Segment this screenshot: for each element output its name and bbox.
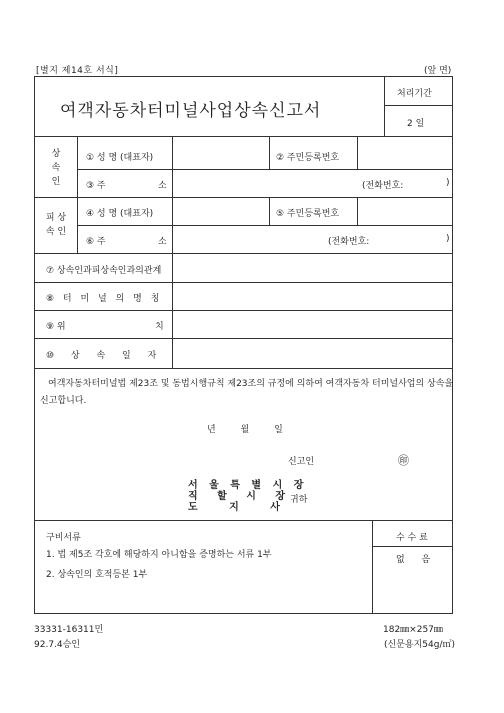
processing-period-value: 2 일 <box>407 119 425 129</box>
decedent-phone-label: (전화번호: <box>328 237 370 247</box>
fee-rule <box>372 546 453 547</box>
form-title: 여객자동차터미널사업상속신고서 <box>60 101 322 121</box>
heir-label-char-2: 속 <box>51 163 61 173</box>
heir-id-right-divider <box>357 136 358 169</box>
decedent-phone-close: ) <box>446 234 450 244</box>
terminal-name-label: ⑧ 터 미 널 의 명 칭 <box>46 294 163 304</box>
field-label-divider <box>172 136 173 368</box>
heir-id-left-divider <box>269 136 270 169</box>
decedent-id-label: ⑤ 주민등록번호 <box>276 209 340 219</box>
documents-heading: 구비서류 <box>46 533 81 543</box>
location-field[interactable] <box>174 312 451 336</box>
declaration-text: 여객자동차터미널법 제23조 및 동법시행규칙 제23조의 규정에 의하여 여객자동차 터미널사업의 상속을 신고합니다. <box>40 379 454 406</box>
footer-paper-size: 182㎜×257㎜ <box>383 625 443 635</box>
footer-paper-type: (신문용지54g/㎡) <box>384 640 455 650</box>
decedent-address-label-num: ⑥ 주 <box>86 237 106 247</box>
heir-address-label-end: 소 <box>158 181 167 191</box>
fee-label: 수 수 료 <box>396 533 428 543</box>
decedent-name-field[interactable] <box>174 199 267 223</box>
documents-item-1: 1. 법 제5조 각호에 해당하지 아니함을 증명하는 서류 1부 <box>46 550 272 560</box>
decedent-label-line-1: 피 상 <box>45 213 67 223</box>
section-rule <box>34 136 453 137</box>
processing-period-label: 처리기간 <box>397 89 432 99</box>
relation-field[interactable] <box>174 255 451 280</box>
decedent-group-label <box>43 211 69 239</box>
decedent-row-rule <box>77 225 453 226</box>
heir-label-char-3: 인 <box>51 177 61 187</box>
footer-code: 33331-16311민 <box>34 625 104 635</box>
footer-approval: 92.7.4승인 <box>34 640 81 650</box>
heir-row-rule <box>77 169 453 170</box>
heir-name-field[interactable] <box>174 138 267 167</box>
fee-divider <box>372 520 373 614</box>
heir-label-char-1: 상 <box>51 149 61 159</box>
group-label-divider <box>77 136 78 253</box>
heir-phone-close: ) <box>446 178 450 188</box>
heir-phone-label: (전화번호: <box>362 181 404 191</box>
seal-mark: ㊞ <box>398 454 409 467</box>
decedent-id-left-divider <box>269 197 270 225</box>
processing-divider <box>384 76 385 136</box>
decedent-address-label-end: 소 <box>158 237 167 247</box>
heir-address-label-num: ③ 주 <box>86 181 106 191</box>
terminal-name-rule <box>34 310 453 311</box>
location-label-end: 치 <box>155 322 164 332</box>
documents-item-2: 2. 상속인의 호적등본 1부 <box>46 570 148 580</box>
heir-name-label: ① 성 명 (대표자) <box>86 153 154 163</box>
heir-id-label: ② 주민등록번호 <box>276 153 340 163</box>
decedent-label-line-2: 속 인 <box>45 227 67 237</box>
addressee-suffix: 귀하 <box>290 495 308 505</box>
decedent-id-field[interactable] <box>359 199 451 223</box>
location-rule <box>34 338 453 339</box>
form-number: [별지 제14호 서식] <box>36 66 119 76</box>
date-rule <box>34 368 453 369</box>
authority-line-2: 직 할 시 장 <box>188 491 290 502</box>
heir-bottom-rule <box>34 197 453 198</box>
inherit-date-field[interactable] <box>174 340 451 366</box>
authority-line-1: 서 울 특 별 시 장 <box>188 480 308 491</box>
processing-rule <box>384 105 453 106</box>
heir-group-label <box>48 147 64 189</box>
authority-line-3: 도 지 사 <box>188 502 284 513</box>
relation-rule <box>34 282 453 283</box>
page-side-label: (앞 면) <box>424 66 452 76</box>
heir-address-field[interactable] <box>174 171 362 195</box>
inherit-date-label: ⑩ 상 속 일 자 <box>46 351 157 361</box>
declaration-rule <box>34 520 453 521</box>
relation-label: ⑦ 상속인과피상속인과의관계 <box>46 266 162 276</box>
decedent-name-label: ④ 성 명 (대표자) <box>86 209 154 219</box>
terminal-name-field[interactable] <box>174 284 451 308</box>
decedent-id-right-divider <box>357 197 358 225</box>
reporter-label: 신고인 <box>288 457 315 467</box>
location-label-num: ⑨ 위 <box>46 322 66 332</box>
decedent-bottom-rule <box>34 253 453 254</box>
heir-id-field[interactable] <box>359 138 451 167</box>
declaration-date: 년 월 일 <box>207 425 283 435</box>
fee-value: 없 음 <box>396 555 431 565</box>
